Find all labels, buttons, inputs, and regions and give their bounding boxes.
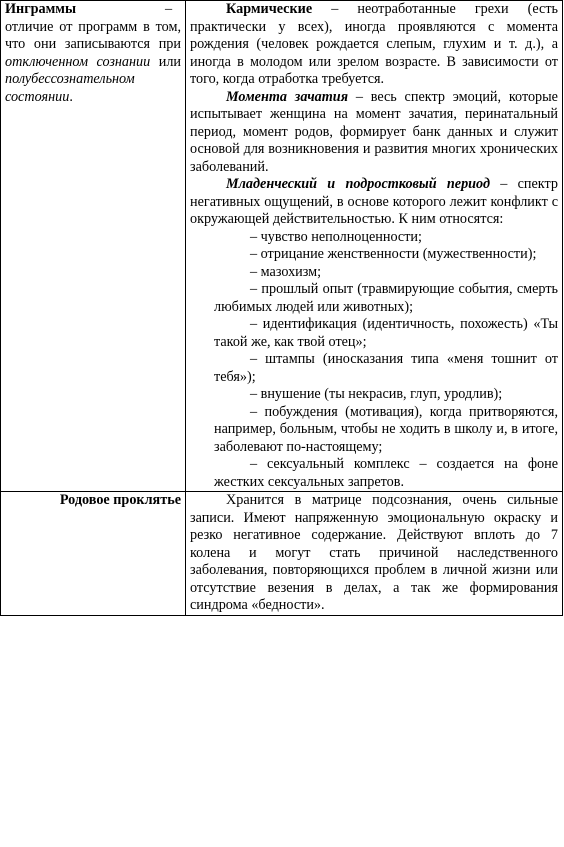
karmic-title: Кармические [226, 1, 313, 17]
ingrams-text1: отличие от программ в том, что они записываются при [5, 18, 181, 52]
list-item: – чувство неполноценности; [250, 228, 422, 245]
list-item: – мазохизм; [250, 263, 322, 280]
table-row [1, 492, 563, 616]
ingrams-text2: или [150, 53, 181, 70]
list-item: – штампы (иносказания типа «меня тошнит от тебя»); [214, 351, 558, 385]
ingrams-definition [5, 1, 181, 106]
list-item: – идентификация (идентичность, похожесть) «Ты такой же, как твой отец»; [214, 316, 558, 350]
karmic-paragraph [190, 1, 558, 89]
childhood-text: – спектр негативных ощущений, в основе которого лежит конфликт с окружающей действительностью. К ним относятся: [190, 176, 558, 227]
ingrams-italic1: отключенном сознании [5, 53, 151, 70]
list-item: – побуждения (мотивация), когда притворяются, например, больным, чтобы не ходить в школу и, в итоге, заболевают по-настоящему; [214, 403, 558, 455]
ingrams-text3: . [69, 88, 73, 105]
row1-left-cell [1, 1, 186, 492]
karmic-text: – неотработанные грехи (есть практически у всех), иногда проявляются с момента рождения (человек рождается слепым, глухим и т. д.), а иногда в молодом или зрелом возрасте. В зависимости от того, когда отработка требуется. [190, 1, 558, 87]
conception-text: – весь спектр эмоций, которые испытывает женщина на момент зачатия, перинатальный период, момент родов, формирует банк данных и служит основой для возникновения и развития многих хронических заболеваний. [190, 88, 558, 175]
curse-title: Родовое проклятье [59, 492, 181, 508]
table-row [1, 1, 563, 492]
ingrams-italic2: полубессознательном состоянии [5, 71, 135, 105]
list-item: – внушение (ты некрасив, глуп, уродлив); [250, 386, 503, 402]
row2-left-cell [1, 492, 186, 616]
childhood-paragraph [190, 176, 558, 229]
list-item: – прошлый опыт (травмирующие события, смерть любимых людей или животных); [214, 281, 558, 315]
conception-title: Момента зачатия [226, 88, 349, 105]
ingrams-title: Инграммы [5, 1, 77, 17]
childhood-title: Младенческий и подростковый период [226, 176, 490, 192]
row1-right-cell [186, 1, 563, 492]
list-item: – сексуальный комплекс – создается на фоне жестких сексуальных запретов. [214, 456, 558, 490]
title-dash: – [164, 1, 173, 17]
list-item: – отрицание женственности (мужественности); [250, 246, 537, 262]
conception-paragraph [190, 89, 558, 177]
curse-text: Хранится в матрице подсознания, очень сильные записи. Имеют напряженную эмоциональную окраску и резко негативное содержание. Действуют вплоть до 7 колена и могут стать причиной наследственного заболевания, повторяющихся проблем в личной жизни или отсутствие везения в делах, а так же формирования синдрома «бедности». [190, 492, 558, 613]
row2-right-cell [186, 492, 563, 616]
